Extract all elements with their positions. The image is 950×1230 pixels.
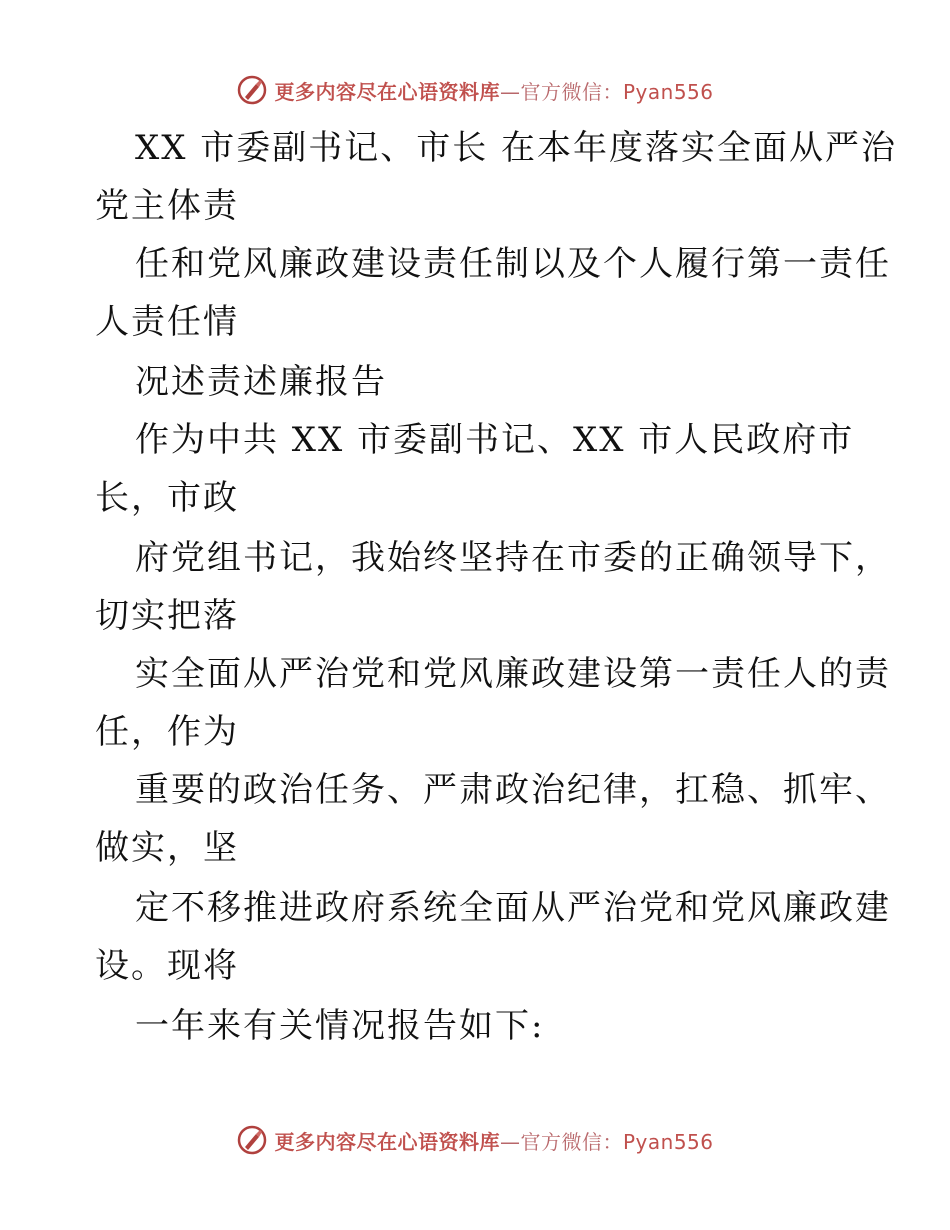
header-handle-text: Pyan556: [622, 79, 714, 104]
footer-banner-text: [274, 1126, 713, 1155]
doc-line-12: 重要的政治任务、严肃政治纪律，扛稳、抓牢、: [135, 770, 891, 810]
doc-line-11: 任，作为: [95, 712, 239, 752]
pen-logo-icon: [236, 74, 268, 106]
doc-line-1: XX 市委副书记、市长 在本年度落实全面从严治: [135, 128, 898, 168]
doc-line-16: 一年来有关情况报告如下:: [135, 1006, 545, 1046]
header-brand-text: 更多内容尽在心语资料库: [274, 79, 500, 104]
doc-line-15: 设。现将: [95, 946, 239, 986]
doc-line-10: 实全面从严治党和党风廉政建设第一责任人的责: [135, 654, 891, 694]
doc-line-3: 任和党风廉政建设责任制以及个人履行第一责任: [135, 244, 891, 284]
footer-banner: [0, 1120, 950, 1160]
footer-brand-text: 更多内容尽在心语资料库: [274, 1129, 500, 1154]
header-sep-text: —官方微信：: [499, 79, 623, 104]
doc-line-2: 党主体责: [95, 186, 239, 226]
doc-line-5: 况述责述廉报告: [135, 362, 387, 402]
footer-banner-inner: [236, 1124, 713, 1156]
doc-line-4: 人责任情: [95, 302, 239, 342]
doc-line-13: 做实，坚: [95, 828, 239, 868]
doc-line-6: 作为中共 XX 市委副书记、XX 市人民政府市: [135, 420, 855, 460]
header-banner: [0, 70, 950, 110]
header-banner-text: [274, 76, 713, 105]
pen-logo-icon: [236, 1124, 268, 1156]
header-banner-inner: [236, 74, 713, 106]
footer-sep-text: —官方微信：: [499, 1129, 623, 1154]
doc-line-14: 定不移推进政府系统全面从严治党和党风廉政建: [135, 888, 891, 928]
footer-handle-text: Pyan556: [622, 1129, 714, 1154]
doc-line-9: 切实把落: [95, 596, 239, 636]
doc-line-7: 长，市政: [95, 478, 239, 518]
doc-line-8: 府党组书记，我始终坚持在市委的正确领导下，: [135, 538, 891, 578]
